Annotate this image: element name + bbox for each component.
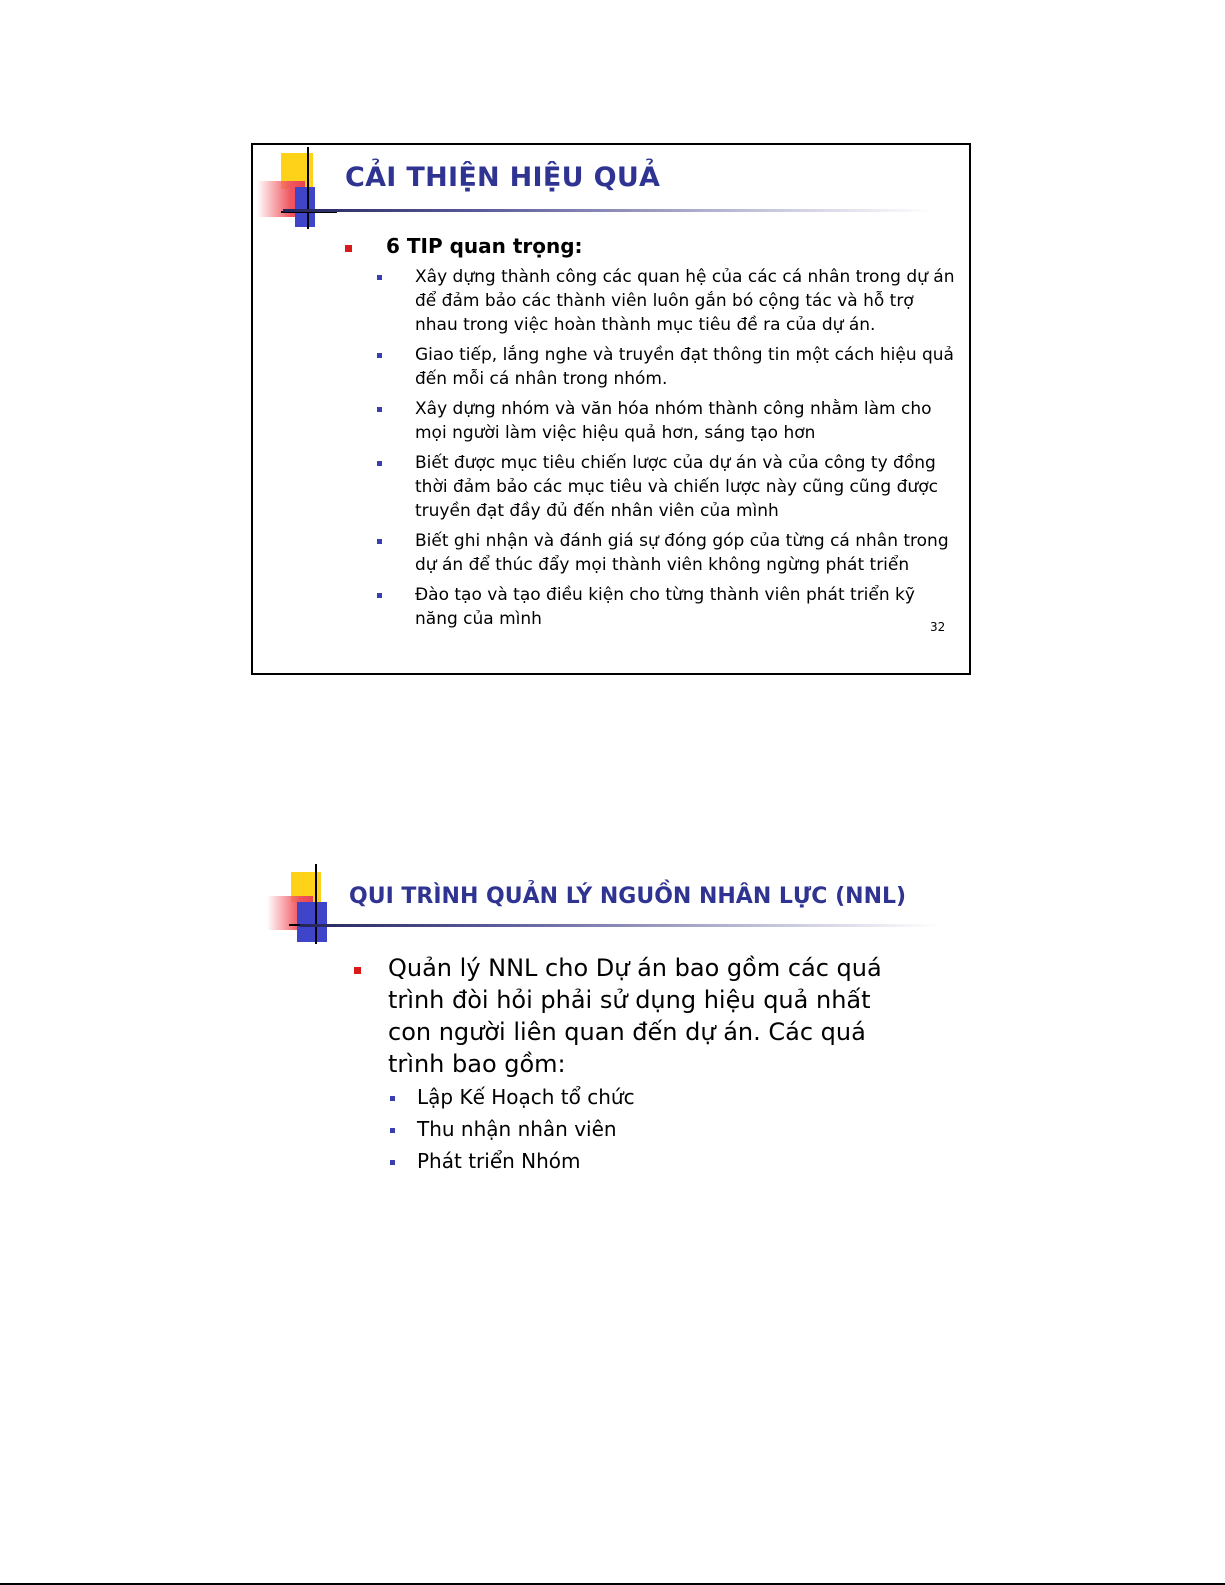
- list-item: [390, 1116, 635, 1142]
- slide-decoration: [257, 147, 347, 237]
- blue-square-bullet-icon: [377, 407, 382, 412]
- list-item: [377, 451, 957, 523]
- list-item-text: Biết ghi nhận và đánh giá sự đóng góp của từng cá nhân trong dự án để thúc đẩy mọi thành viên không ngừng phát triển: [415, 531, 949, 575]
- list-item-text: Xây dựng thành công các quan hệ của các cá nhân trong dự án để đảm bảo các thành viên luôn gắn bó cộng tác và hỗ trợ nhau trong việc hoàn thành mục tiêu đề ra của dự án.: [415, 267, 955, 335]
- list-item: [377, 343, 957, 391]
- list-item: [390, 1148, 635, 1174]
- list-item-text: Xây dựng nhóm và văn hóa nhóm thành công nhằm làm cho mọi người làm việc hiệu quả hơn, sáng tạo hơn: [415, 399, 932, 443]
- blue-square-bullet-icon: [390, 1096, 395, 1101]
- process-list: [390, 1084, 635, 1180]
- list-item: [390, 1084, 635, 1110]
- slide-page-number: 32: [930, 620, 946, 634]
- bullet-level1: [345, 233, 583, 259]
- list-item-text: Đào tạo và tạo điều kiện cho từng thành viên phát triển kỹ năng của mình: [415, 585, 915, 629]
- tip-list: [377, 265, 957, 637]
- list-item-text: Phát triển Nhóm: [417, 1149, 581, 1173]
- blue-square-bullet-icon: [377, 539, 382, 544]
- bullet-heading: 6 TIP quan trọng:: [386, 234, 583, 258]
- slide-1: [251, 143, 971, 675]
- decoration-vertical-line: [307, 147, 309, 229]
- bullet-level1: [354, 952, 914, 1080]
- blue-square-bullet-icon: [390, 1160, 395, 1165]
- blue-square-bullet-icon: [390, 1128, 395, 1133]
- list-item-text: Thu nhận nhân viên: [417, 1117, 617, 1141]
- slide-title: QUI TRÌNH QUẢN LÝ NGUỒN NHÂN LỰC (NNL): [349, 884, 907, 909]
- decoration-vertical-line: [315, 864, 317, 944]
- blue-square-bullet-icon: [377, 461, 382, 466]
- list-item-text: Biết được mục tiêu chiến lược của dự án và của công ty đồng thời đảm bảo các mục tiêu và chiến lược này cũng cũng được truyền đạt đầy đủ đến nhân viên của mình: [415, 453, 938, 521]
- decoration-blue-square: [297, 902, 327, 942]
- slide-2: [262, 862, 982, 1202]
- slide-decoration: [267, 864, 362, 946]
- blue-square-bullet-icon: [377, 353, 382, 358]
- red-square-bullet-icon: [354, 967, 361, 974]
- red-square-bullet-icon: [345, 245, 352, 252]
- bullet-intro-text: Quản lý NNL cho Dự án bao gồm các quá trình đòi hỏi phải sử dụng hiệu quả nhất con người liên quan đến dự án. Các quá trình bao gồm:: [388, 954, 882, 1078]
- list-item-text: Giao tiếp, lắng nghe và truyền đạt thông tin một cách hiệu quả đến mỗi cá nhân trong nhóm.: [415, 345, 954, 389]
- list-item-text: Lập Kế Hoạch tổ chức: [417, 1085, 635, 1109]
- decoration-blue-square: [295, 187, 315, 227]
- blue-square-bullet-icon: [377, 593, 382, 598]
- list-item: [377, 265, 957, 337]
- title-underline: [283, 209, 933, 212]
- slide-title: CẢI THIỆN HIỆU QUẢ: [345, 162, 661, 193]
- blue-square-bullet-icon: [377, 275, 382, 280]
- list-item: [377, 529, 957, 577]
- title-underline: [300, 924, 940, 927]
- list-item: [377, 583, 957, 631]
- list-item: [377, 397, 957, 445]
